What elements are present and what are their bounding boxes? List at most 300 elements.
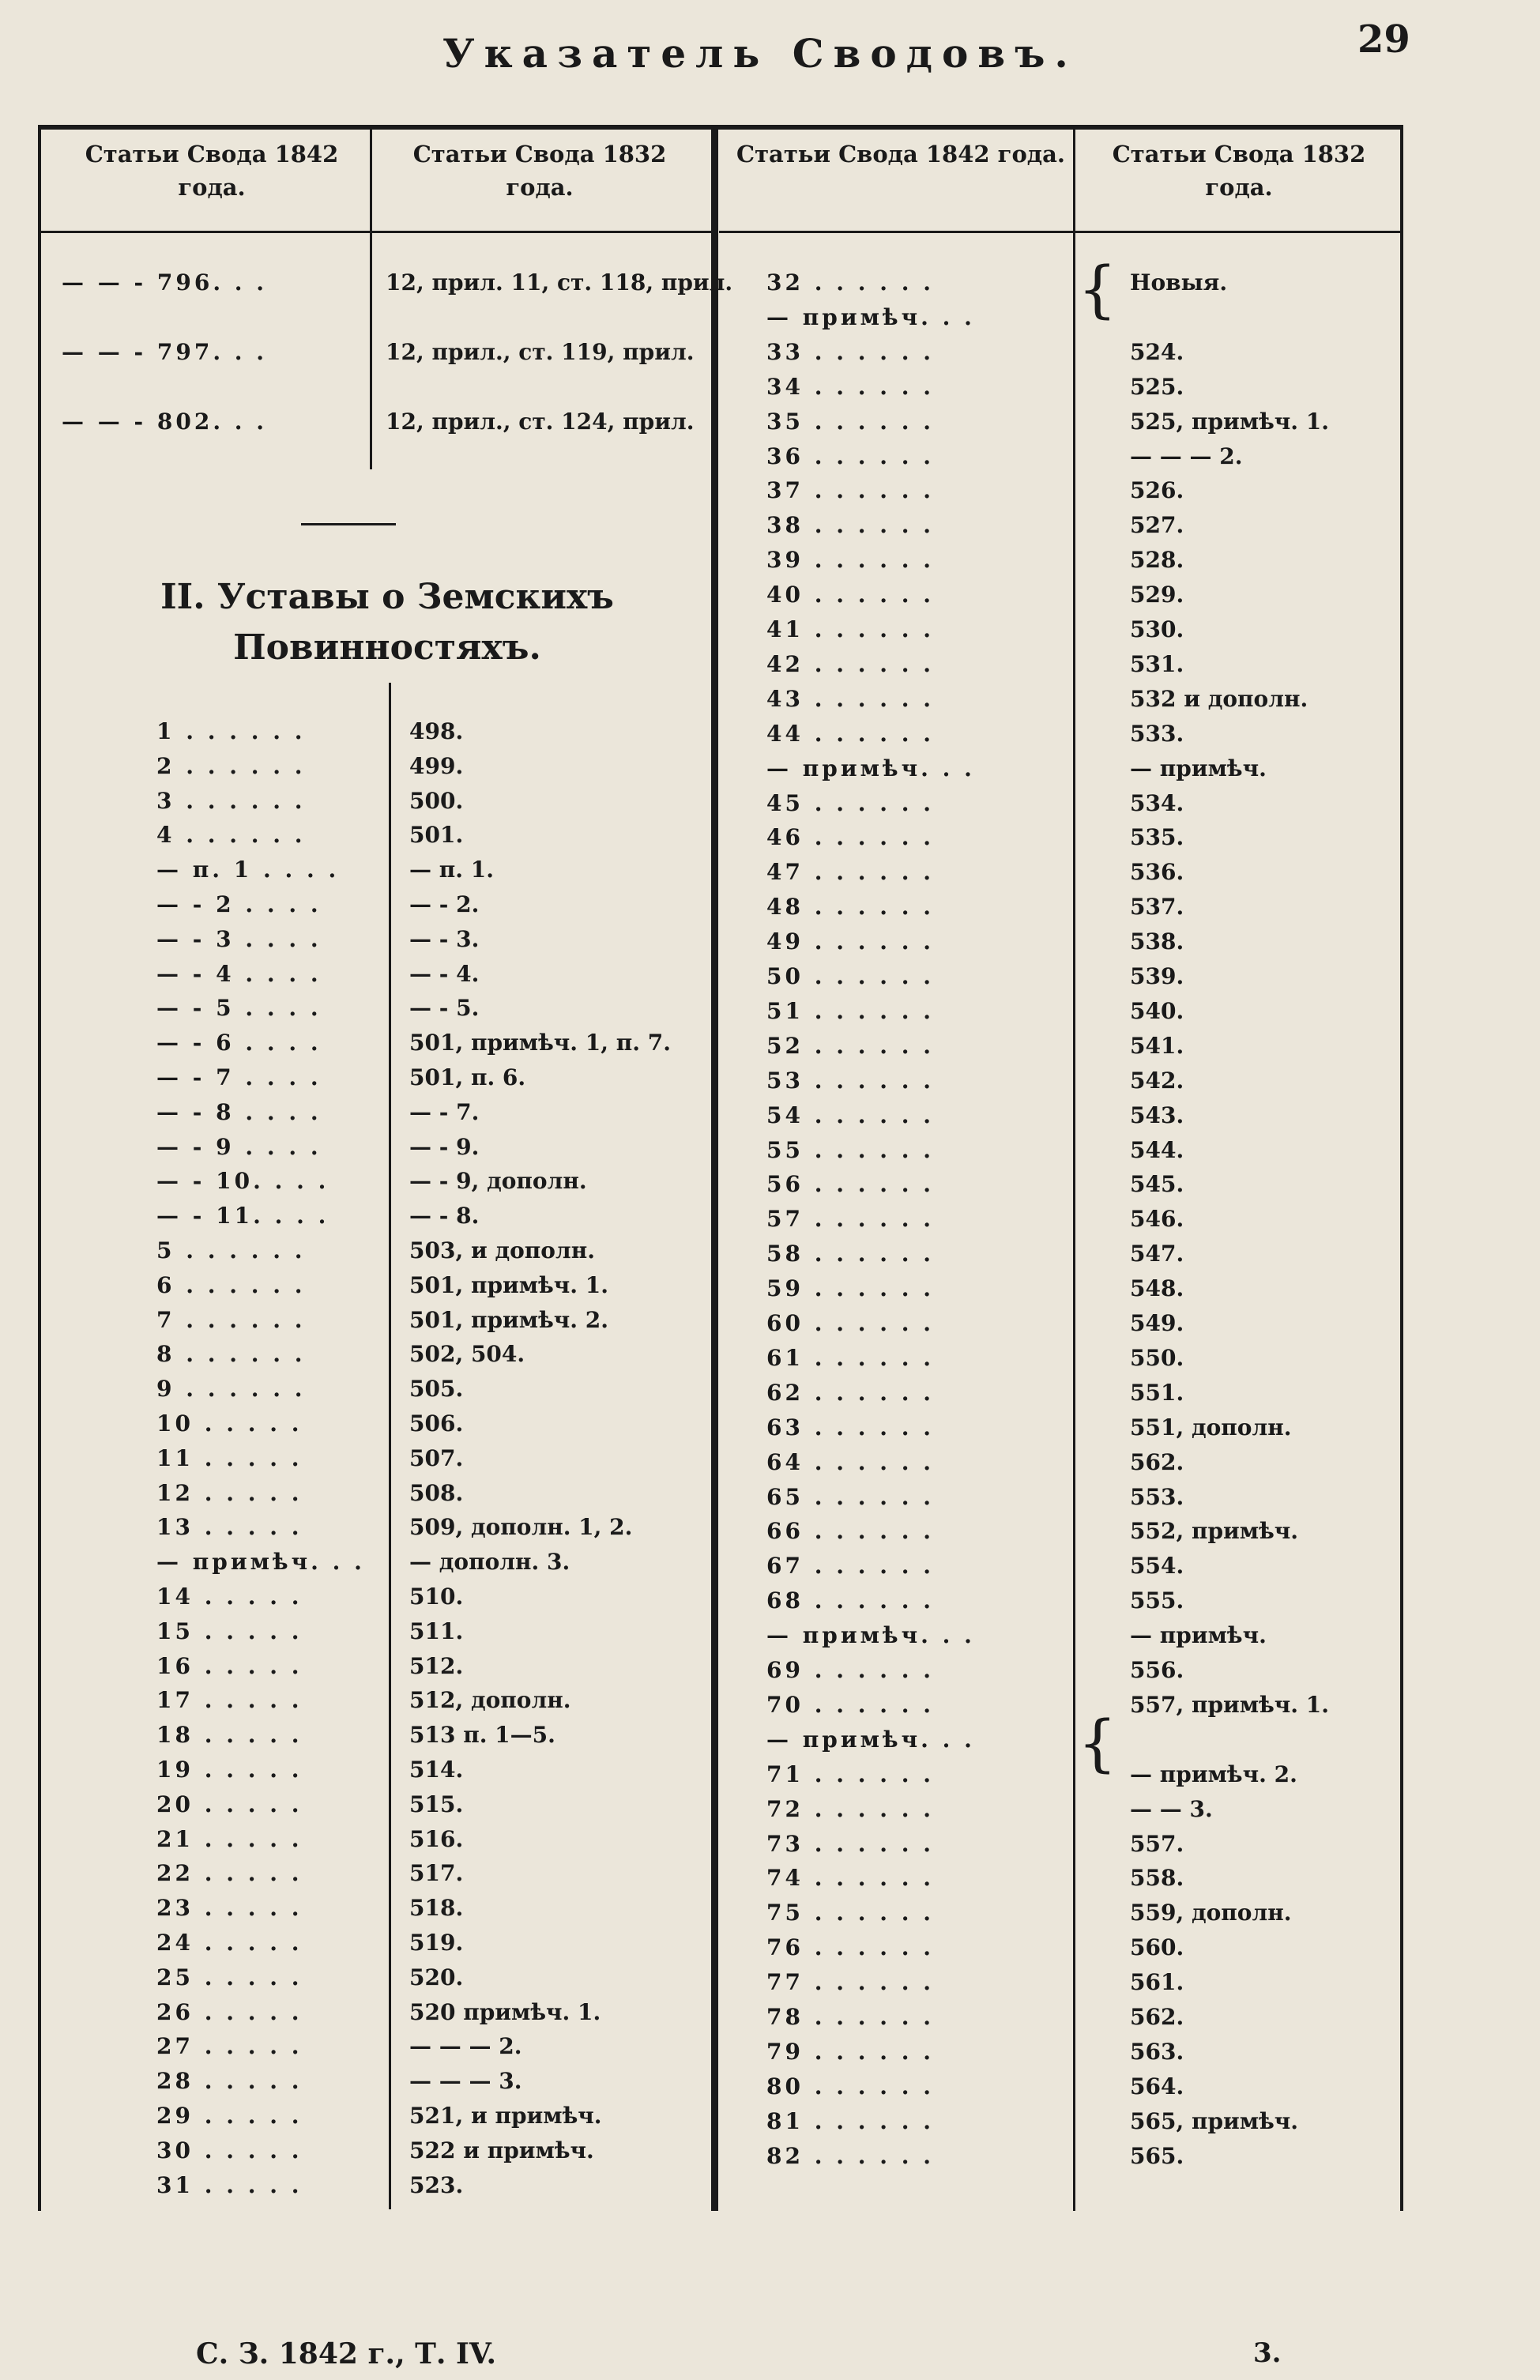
table-row xyxy=(38,714,702,749)
table-row xyxy=(38,2029,702,2064)
table-row xyxy=(719,925,1383,959)
table-row xyxy=(719,1896,1383,1930)
cell-1832: — — — 2. xyxy=(1130,442,1243,469)
cell-1842: 77 . . . . . . xyxy=(766,1969,934,1996)
table-row xyxy=(719,682,1383,717)
table-row xyxy=(38,1407,702,1441)
table-row xyxy=(719,1792,1383,1827)
table-row xyxy=(719,1827,1383,1862)
table-row xyxy=(719,1965,1383,2000)
page-number: 29 xyxy=(1357,17,1410,62)
table-row xyxy=(719,959,1383,994)
cell-1842: — примѣч. . . xyxy=(766,1726,975,1753)
cell-1832: 562. xyxy=(1130,2004,1184,2030)
cell-1842: 13 . . . . . xyxy=(156,1514,303,1541)
cell-1832: 521, и примѣч. xyxy=(409,2103,602,2129)
cell-1842: — примѣч. . . xyxy=(766,755,975,781)
table-row xyxy=(38,1060,702,1095)
cell-1842: 65 . . . . . . xyxy=(766,1483,934,1510)
cell-1832: 532 и дополн. xyxy=(1130,685,1308,712)
cell-1842: 24 . . . . . xyxy=(156,1930,303,1956)
table-row xyxy=(38,1441,702,1476)
table-row xyxy=(38,1926,702,1960)
cell-1842: 12 . . . . . xyxy=(156,1479,303,1506)
cell-1832: 510. xyxy=(409,1584,464,1610)
cell-1832: 558. xyxy=(1130,1865,1184,1892)
cell-1842: 67 . . . . . . xyxy=(766,1553,934,1580)
cell-1842: 40 . . . . . . xyxy=(766,582,934,608)
table-row xyxy=(38,1753,702,1787)
cell-1832: 528. xyxy=(1130,547,1184,574)
table-row xyxy=(719,994,1383,1029)
table-row xyxy=(38,1233,702,1268)
table-row xyxy=(38,749,702,784)
cell-1832: 536. xyxy=(1130,859,1184,886)
table-row xyxy=(38,818,702,853)
index-table xyxy=(38,125,1403,2371)
page-header xyxy=(0,0,1540,111)
cell-1842: 32 . . . . . . xyxy=(766,269,934,296)
cell-1832: 542. xyxy=(1130,1067,1184,1094)
table-row xyxy=(38,1337,702,1372)
table-row xyxy=(719,1688,1383,1723)
cell-1832: 519. xyxy=(409,1930,464,1956)
cell-1832: 530. xyxy=(1130,616,1184,642)
table-row xyxy=(38,1683,702,1718)
table-row xyxy=(38,2168,702,2203)
cell-1832: 501, п. 6. xyxy=(409,1064,526,1090)
cell-1832: — — — 2. xyxy=(409,2033,522,2060)
cell-1832: — п. 1. xyxy=(409,857,494,883)
cell-1832: — - 7. xyxy=(409,1098,480,1125)
right-column xyxy=(719,130,1403,2211)
cell-1842: 66 . . . . . . xyxy=(766,1518,934,1545)
table-row xyxy=(719,1064,1383,1098)
cell-1842: 15 . . . . . xyxy=(156,1617,303,1644)
cell-1842: — - 11. . . . xyxy=(156,1203,329,1230)
table-row xyxy=(38,784,702,819)
cell-1842: 28 . . . . . xyxy=(156,2068,303,2095)
cell-1832: — - 2. xyxy=(409,891,480,917)
left-column xyxy=(38,130,733,2211)
section-rule xyxy=(301,523,396,525)
table-row xyxy=(38,922,702,957)
table-row xyxy=(38,887,702,922)
table-row xyxy=(719,543,1383,578)
table-row xyxy=(719,1341,1383,1376)
table-row xyxy=(38,335,702,370)
cell-1842: 6 . . . . . . xyxy=(156,1271,306,1298)
table-row xyxy=(38,1649,702,1684)
table-row xyxy=(719,647,1383,682)
cell-1832: — дополн. 3. xyxy=(409,1549,570,1576)
cell-1832: 501, примѣч. 2. xyxy=(409,1306,609,1333)
cell-1832: 539. xyxy=(1130,963,1184,989)
brace-mark: { xyxy=(1078,1708,1117,1779)
table-row xyxy=(38,1095,702,1130)
cell-1832: — - 4. xyxy=(409,960,480,987)
cell-1832: 512. xyxy=(409,1652,464,1679)
cell-1842: 50 . . . . . . xyxy=(766,963,934,989)
cell-1842: 48 . . . . . . xyxy=(766,894,934,921)
cell-1832: 546. xyxy=(1130,1206,1184,1233)
cell-1832: 565, примѣч. xyxy=(1130,2107,1299,2134)
cell-1832: — - 9. xyxy=(409,1133,480,1160)
cell-1832: Новыя. xyxy=(1130,269,1228,296)
cell-1832: 517. xyxy=(409,1860,464,1887)
table-row xyxy=(38,1476,702,1511)
cell-1832: — примѣч. 2. xyxy=(1130,1761,1297,1787)
table-row xyxy=(38,1545,702,1580)
cell-1832: 501. xyxy=(409,822,464,849)
cell-1842: 82 . . . . . . xyxy=(766,2142,934,2169)
table-row xyxy=(719,1167,1383,1202)
table-row xyxy=(719,1723,1383,1757)
table-row xyxy=(719,751,1383,786)
table-row xyxy=(38,1822,702,1857)
cell-1842: 36 . . . . . . xyxy=(766,442,934,469)
table-row xyxy=(719,1584,1383,1618)
cell-1832: 506. xyxy=(409,1410,464,1437)
table-row xyxy=(719,1757,1383,1792)
table-row xyxy=(719,439,1383,474)
cell-1842: 22 . . . . . xyxy=(156,1860,303,1887)
table-row xyxy=(719,473,1383,508)
cell-1842: 62 . . . . . . xyxy=(766,1379,934,1406)
cell-1842: — примѣч. . . xyxy=(156,1549,365,1576)
cell-1832: 557, примѣч. 1. xyxy=(1130,1691,1330,1718)
cell-1842: 70 . . . . . . xyxy=(766,1691,934,1718)
cell-1842: 61 . . . . . . xyxy=(766,1344,934,1371)
table-row xyxy=(719,2000,1383,2035)
cell-1832: 516. xyxy=(409,1825,464,1852)
table-row xyxy=(38,265,733,300)
table-row xyxy=(38,1580,702,1614)
table-row xyxy=(38,1995,702,2030)
table-row xyxy=(38,1960,702,1995)
cell-1832: 525. xyxy=(1130,373,1184,400)
cell-1842: 14 . . . . . xyxy=(156,1584,303,1610)
cell-1842: 11 . . . . . xyxy=(156,1444,303,1471)
cell-1842: 53 . . . . . . xyxy=(766,1067,934,1094)
cell-1842: 59 . . . . . . xyxy=(766,1275,934,1302)
cell-1832: 512, дополн. xyxy=(409,1687,571,1714)
cell-1842: 9 . . . . . . xyxy=(156,1376,306,1403)
cell-1832: 12, прил., ст. 119, прил. xyxy=(386,339,695,365)
cell-1832: 545. xyxy=(1130,1171,1184,1198)
cell-1832: 562. xyxy=(1130,1448,1184,1475)
cell-1832: 533. xyxy=(1130,720,1184,747)
cell-1832: 502, 504. xyxy=(409,1341,525,1368)
cell-1832: 12, прил. 11, ст. 118, прил. xyxy=(386,269,733,296)
table-row xyxy=(38,1856,702,1891)
table-row xyxy=(38,1372,702,1407)
cell-1832: — - 8. xyxy=(409,1203,480,1230)
table-row xyxy=(719,1410,1383,1445)
cell-1842: 49 . . . . . . xyxy=(766,928,934,955)
cell-1832: 498. xyxy=(409,718,464,744)
cell-1842: — - 10. . . . xyxy=(156,1168,329,1195)
table-row xyxy=(38,1718,702,1753)
cell-1832: 561. xyxy=(1130,1969,1184,1996)
cell-1842: — — - 802. . . xyxy=(62,409,268,435)
table-row xyxy=(38,1199,702,1233)
cell-1842: 41 . . . . . . xyxy=(766,616,934,642)
cell-1842: 18 . . . . . xyxy=(156,1722,303,1749)
table-row xyxy=(38,991,702,1026)
table-row xyxy=(38,1787,702,1822)
table-row xyxy=(719,1445,1383,1480)
table-row xyxy=(38,1026,702,1060)
cell-1842: 31 . . . . . xyxy=(156,2171,303,2198)
cell-1842: 23 . . . . . xyxy=(156,1895,303,1922)
cell-1842: 78 . . . . . . xyxy=(766,2004,934,2030)
table-row xyxy=(719,1930,1383,1965)
cell-1842: 34 . . . . . . xyxy=(766,373,934,400)
cell-1832: 535. xyxy=(1130,824,1184,851)
table-row xyxy=(719,1653,1383,1688)
brace-mark: { xyxy=(1078,254,1117,326)
table-row xyxy=(38,1303,702,1338)
cell-1842: 56 . . . . . . xyxy=(766,1171,934,1198)
cell-1832: 548. xyxy=(1130,1275,1184,1302)
table-row xyxy=(719,1098,1383,1133)
table-row xyxy=(719,717,1383,751)
cell-1842: 57 . . . . . . xyxy=(766,1206,934,1233)
cell-1832: 514. xyxy=(409,1757,464,1783)
col-header-1842-left: Статьи Свода 1842 года. xyxy=(85,141,339,201)
table-row xyxy=(719,1237,1383,1271)
cell-1832: 557. xyxy=(1130,1830,1184,1857)
cell-1832: 508. xyxy=(409,1479,464,1506)
header-separator xyxy=(1073,130,1075,231)
cell-1842: — — - 797. . . xyxy=(62,339,268,365)
cell-1832: — примѣч. xyxy=(1130,755,1267,781)
cell-1832: 523. xyxy=(409,2171,464,2198)
cell-1842: 47 . . . . . . xyxy=(766,859,934,886)
cell-1832: 511. xyxy=(409,1617,464,1644)
cell-1842: 73 . . . . . . xyxy=(766,1830,934,1857)
cell-1842: 81 . . . . . . xyxy=(766,2107,934,2134)
table-row xyxy=(719,1861,1383,1896)
cell-1832: 503, и дополн. xyxy=(409,1237,595,1263)
table-row xyxy=(719,890,1383,925)
table-row xyxy=(719,1133,1383,1168)
table-row xyxy=(38,1510,702,1545)
cell-1842: 72 . . . . . . xyxy=(766,1795,934,1822)
cell-1842: — - 3 . . . . xyxy=(156,925,322,952)
cell-1842: 29 . . . . . xyxy=(156,2103,303,2129)
cell-1842: — - 5 . . . . xyxy=(156,995,322,1022)
cell-1842: 52 . . . . . . xyxy=(766,1032,934,1059)
table-row xyxy=(38,2099,702,2133)
cell-1832: 551, дополн. xyxy=(1130,1414,1292,1440)
cell-1842: — — - 796. . . xyxy=(62,269,268,296)
table-row xyxy=(719,1376,1383,1410)
cell-1842: 43 . . . . . . xyxy=(766,685,934,712)
cell-1832: 513 п. 1—5. xyxy=(409,1722,555,1749)
cell-1842: 4 . . . . . . xyxy=(156,822,306,849)
table-row xyxy=(719,1029,1383,1064)
section-title: II. Уставы о Земскихъ Повинностяхъ. xyxy=(160,577,614,668)
cell-1842: 33 . . . . . . xyxy=(766,338,934,365)
cell-1832: 540. xyxy=(1130,997,1184,1024)
table-row xyxy=(719,508,1383,543)
table-row xyxy=(38,1268,702,1303)
cell-1842: 71 . . . . . . xyxy=(766,1761,934,1787)
table-row xyxy=(719,265,1383,300)
table-row xyxy=(719,1202,1383,1237)
cell-1842: 60 . . . . . . xyxy=(766,1310,934,1336)
table-row xyxy=(38,853,702,887)
table-row xyxy=(719,855,1383,890)
cell-1842: — п. 1 . . . . xyxy=(156,857,340,883)
cell-1842: 38 . . . . . . xyxy=(766,512,934,539)
table-row xyxy=(719,612,1383,647)
table-row xyxy=(38,1614,702,1649)
cell-1832: 565. xyxy=(1130,2142,1184,2169)
cell-1842: 7 . . . . . . xyxy=(156,1306,306,1333)
table-row xyxy=(719,2104,1383,2139)
center-divider xyxy=(711,125,718,2211)
cell-1842: 21 . . . . . xyxy=(156,1825,303,1852)
table-row xyxy=(719,820,1383,855)
cell-1842: 46 . . . . . . xyxy=(766,824,934,851)
cell-1842: — - 7 . . . . xyxy=(156,1064,322,1090)
cell-1842: 42 . . . . . . xyxy=(766,650,934,677)
cell-1832: 515. xyxy=(409,1791,464,1817)
cell-1842: 25 . . . . . xyxy=(156,1964,303,1990)
cell-1832: 559, дополн. xyxy=(1130,1900,1292,1926)
cell-1832: 560. xyxy=(1130,1934,1184,1961)
cell-1832: 537. xyxy=(1130,894,1184,921)
table-row xyxy=(719,300,1383,335)
cell-1832: 554. xyxy=(1130,1553,1184,1580)
cell-1832: 500. xyxy=(409,787,464,814)
cell-1842: — - 9 . . . . xyxy=(156,1133,322,1160)
cell-1832: 505. xyxy=(409,1376,464,1403)
cell-1842: 26 . . . . . xyxy=(156,1998,303,2025)
cell-1832: 518. xyxy=(409,1895,464,1922)
cell-1832: — — 3. xyxy=(1130,1795,1213,1822)
cell-1832: 529. xyxy=(1130,582,1184,608)
table-row xyxy=(719,1618,1383,1653)
sheet-mark: 3. xyxy=(1253,2337,1282,2369)
cell-1832: 501, примѣч. 1. xyxy=(409,1271,609,1298)
table-row xyxy=(719,1514,1383,1549)
cell-1842: 45 . . . . . . xyxy=(766,789,934,816)
table-row xyxy=(38,1164,702,1199)
table-row xyxy=(719,405,1383,439)
cell-1842: — примѣч. . . xyxy=(766,303,975,330)
cell-1832: 543. xyxy=(1130,1102,1184,1128)
cell-1842: 76 . . . . . . xyxy=(766,1934,934,1961)
table-row xyxy=(719,1549,1383,1584)
cell-1832: 541. xyxy=(1130,1032,1184,1059)
cell-1842: — - 6 . . . . xyxy=(156,1030,322,1056)
cell-1832: 12, прил., ст. 124, прил. xyxy=(386,409,695,435)
table-row xyxy=(38,1891,702,1926)
cell-1832: 525, примѣч. 1. xyxy=(1130,408,1330,435)
cell-1842: 58 . . . . . . xyxy=(766,1241,934,1267)
cell-1842: 79 . . . . . . xyxy=(766,2038,934,2065)
cell-1832: 527. xyxy=(1130,512,1184,539)
cell-1842: 2 . . . . . . xyxy=(156,752,306,779)
table-row xyxy=(719,1306,1383,1341)
cell-1842: 74 . . . . . . xyxy=(766,1865,934,1892)
cell-1832: 507. xyxy=(409,1444,464,1471)
running-title: Указатель Сводовъ. xyxy=(442,30,1078,77)
signature-mark: С. З. 1842 г., Т. IV. xyxy=(196,2337,497,2371)
cell-1842: 51 . . . . . . xyxy=(766,997,934,1024)
cell-1842: 30 . . . . . xyxy=(156,2137,303,2163)
left-header-row xyxy=(38,130,711,233)
cell-1842: — - 4 . . . . xyxy=(156,960,322,987)
table-row xyxy=(38,1130,702,1165)
cell-1842: 3 . . . . . . xyxy=(156,787,306,814)
cell-1832: 501, примѣч. 1, п. 7. xyxy=(409,1030,671,1056)
table-row xyxy=(719,786,1383,821)
cell-1842: 75 . . . . . . xyxy=(766,1900,934,1926)
cell-1832: — — — 3. xyxy=(409,2068,522,2095)
cell-1832: 499. xyxy=(409,752,464,779)
cell-1842: 10 . . . . . xyxy=(156,1410,303,1437)
cell-1842: 54 . . . . . . xyxy=(766,1102,934,1128)
table-row xyxy=(719,370,1383,405)
cell-1832: 520 примѣч. 1. xyxy=(409,1998,601,2025)
cell-1842: 69 . . . . . . xyxy=(766,1657,934,1683)
cell-1842: — - 8 . . . . xyxy=(156,1098,322,1125)
cell-1832: 563. xyxy=(1130,2038,1184,2065)
cell-1832: 526. xyxy=(1130,477,1184,504)
table-row xyxy=(38,2064,702,2099)
cell-1842: 37 . . . . . . xyxy=(766,477,934,504)
col-header-1832-right: Статьи Свода 1832 года. xyxy=(1112,141,1366,201)
table-row xyxy=(38,957,702,992)
cell-1842: 55 . . . . . . xyxy=(766,1136,934,1163)
cell-1842: 44 . . . . . . xyxy=(766,720,934,747)
table-row xyxy=(38,405,702,439)
cell-1832: 552, примѣч. xyxy=(1130,1518,1299,1545)
cell-1832: 544. xyxy=(1130,1136,1184,1163)
cell-1832: — - 5. xyxy=(409,995,480,1022)
cell-1842: 1 . . . . . . xyxy=(156,718,306,744)
cell-1832: 509, дополн. 1, 2. xyxy=(409,1514,633,1541)
table-row xyxy=(719,335,1383,370)
cell-1832: — - 9, дополн. xyxy=(409,1168,587,1195)
cell-1832: 524. xyxy=(1130,338,1184,365)
cell-1832: 522 и примѣч. xyxy=(409,2137,594,2163)
table-row xyxy=(719,1480,1383,1515)
cell-1832: 553. xyxy=(1130,1483,1184,1510)
cell-1832: 531. xyxy=(1130,650,1184,677)
cell-1842: 35 . . . . . . xyxy=(766,408,934,435)
cell-1832: 550. xyxy=(1130,1344,1184,1371)
cell-1832: 564. xyxy=(1130,2073,1184,2099)
table-row xyxy=(719,2069,1383,2104)
table-row xyxy=(719,578,1383,612)
cell-1832: — - 3. xyxy=(409,925,480,952)
cell-1842: 8 . . . . . . xyxy=(156,1341,306,1368)
cell-1842: 80 . . . . . . xyxy=(766,2073,934,2099)
cell-1832: 556. xyxy=(1130,1657,1184,1683)
table-row xyxy=(38,2133,702,2168)
cell-1842: — - 2 . . . . xyxy=(156,891,322,917)
table-row xyxy=(719,1271,1383,1306)
cell-1842: 19 . . . . . xyxy=(156,1757,303,1783)
cell-1832: 534. xyxy=(1130,789,1184,816)
table-row xyxy=(719,2139,1383,2174)
